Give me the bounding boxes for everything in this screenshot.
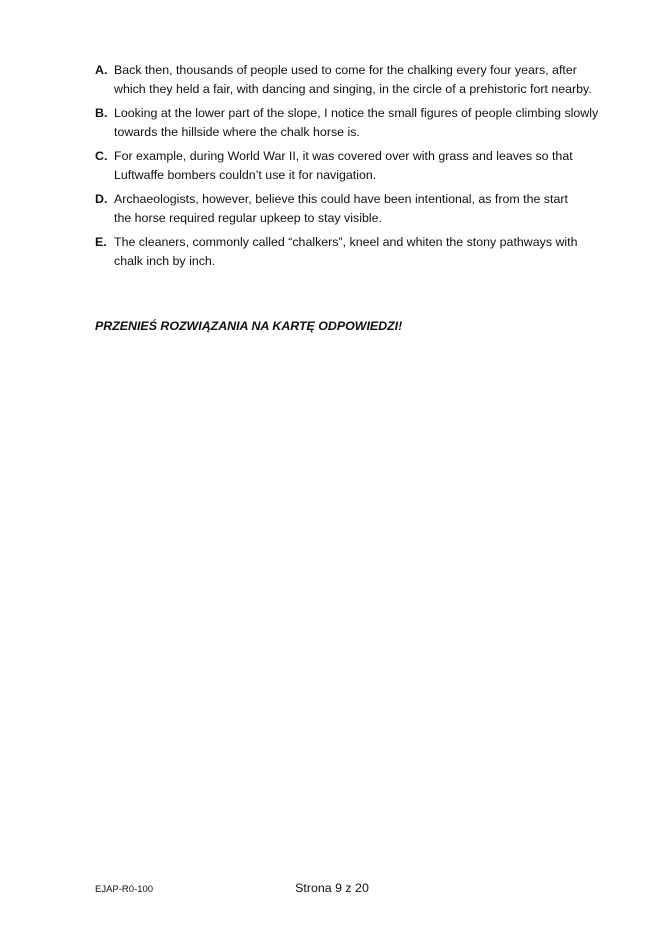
option-letter: A. — [95, 63, 108, 77]
option-letter: E. — [95, 235, 107, 249]
option-text-line: For example, during World War II, it was covered over with grass and leaves so that — [114, 149, 573, 163]
option-e — [95, 233, 615, 271]
option-letter: C. — [95, 149, 108, 163]
option-d — [95, 190, 615, 228]
option-text-line: Back then, thousands of people used to come for the chalking every four years, after — [114, 63, 577, 77]
option-text-line: chalk inch by inch. — [114, 254, 216, 268]
option-text-line: Luftwaffe bombers couldn’t use it for navigation. — [114, 168, 377, 182]
option-letter: B. — [95, 106, 108, 120]
answer-options-list — [95, 61, 615, 276]
option-c — [95, 147, 615, 185]
option-text-line: which they held a fair, with dancing and singing, in the circle of a prehistoric fort nearby. — [114, 82, 592, 96]
option-text-line: Looking at the lower part of the slope, I notice the small figures of people climbing slowly — [114, 106, 599, 120]
option-b — [95, 104, 615, 142]
exam-code: EJAP-R0-100 — [95, 884, 154, 895]
option-text-line: towards the hillside where the chalk horse is. — [114, 125, 360, 139]
option-a — [95, 61, 615, 99]
option-letter: D. — [95, 192, 108, 206]
option-text-line: the horse required regular upkeep to stay visible. — [114, 211, 382, 225]
option-text-line: The cleaners, commonly called “chalkers”, kneel and whiten the stony pathways with — [114, 235, 578, 249]
option-text-line: Archaeologists, however, believe this could have been intentional, as from the start — [114, 192, 568, 206]
page-number: Strona 9 z 20 — [295, 881, 369, 895]
transfer-answers-instruction: PRZENIEŚ ROZWIĄZANIA NA KARTĘ ODPOWIEDZI! — [95, 319, 403, 333]
